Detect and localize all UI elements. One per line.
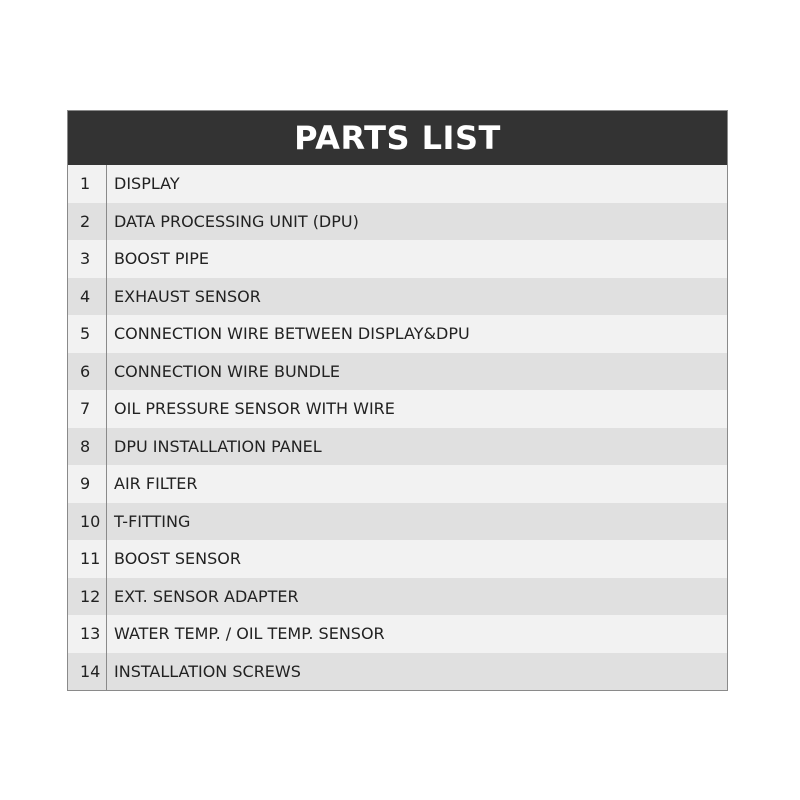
item-number: 12 [80, 586, 101, 606]
table-header [68, 111, 727, 165]
table-row [68, 465, 727, 503]
item-name: CONNECTION WIRE BUNDLE [114, 361, 340, 381]
table-row [68, 653, 727, 691]
table-row [68, 503, 727, 541]
item-number: 2 [80, 211, 91, 231]
item-name: EXT. SENSOR ADAPTER [114, 586, 299, 606]
item-number: 8 [80, 436, 91, 456]
item-name: DATA PROCESSING UNIT (DPU) [114, 211, 359, 231]
item-name: DISPLAY [114, 174, 180, 194]
item-name: EXHAUST SENSOR [114, 286, 261, 306]
item-name: T-FITTING [114, 511, 191, 531]
table-row [68, 240, 727, 278]
item-name: AIR FILTER [114, 474, 198, 494]
table-row [68, 165, 727, 203]
table-body [68, 165, 727, 690]
table-row [68, 428, 727, 466]
item-name: BOOST SENSOR [114, 549, 241, 569]
item-number: 10 [80, 511, 101, 531]
table-row [68, 540, 727, 578]
table-row [68, 203, 727, 241]
table-row [68, 615, 727, 653]
item-name: BOOST PIPE [114, 249, 210, 269]
item-number: 14 [80, 661, 101, 681]
item-number: 4 [80, 286, 91, 306]
item-name: DPU INSTALLATION PANEL [114, 436, 322, 456]
item-number: 5 [80, 324, 91, 344]
table-row [68, 353, 727, 391]
item-number: 3 [80, 249, 91, 269]
table-row [68, 578, 727, 616]
table-row [68, 315, 727, 353]
table-row [68, 390, 727, 428]
column-divider [106, 165, 107, 690]
table-title: PARTS LIST [294, 119, 501, 157]
item-name: CONNECTION WIRE BETWEEN DISPLAY&DPU [114, 324, 470, 344]
item-name: OIL PRESSURE SENSOR WITH WIRE [114, 399, 395, 419]
item-name: WATER TEMP. / OIL TEMP. SENSOR [114, 624, 385, 644]
parts-list-table [67, 110, 728, 691]
item-name: INSTALLATION SCREWS [114, 661, 301, 681]
item-number: 1 [80, 174, 91, 194]
table-row [68, 278, 727, 316]
item-number: 6 [80, 361, 91, 381]
item-number: 7 [80, 399, 91, 419]
item-number: 11 [80, 549, 101, 569]
item-number: 9 [80, 474, 91, 494]
item-number: 13 [80, 624, 101, 644]
